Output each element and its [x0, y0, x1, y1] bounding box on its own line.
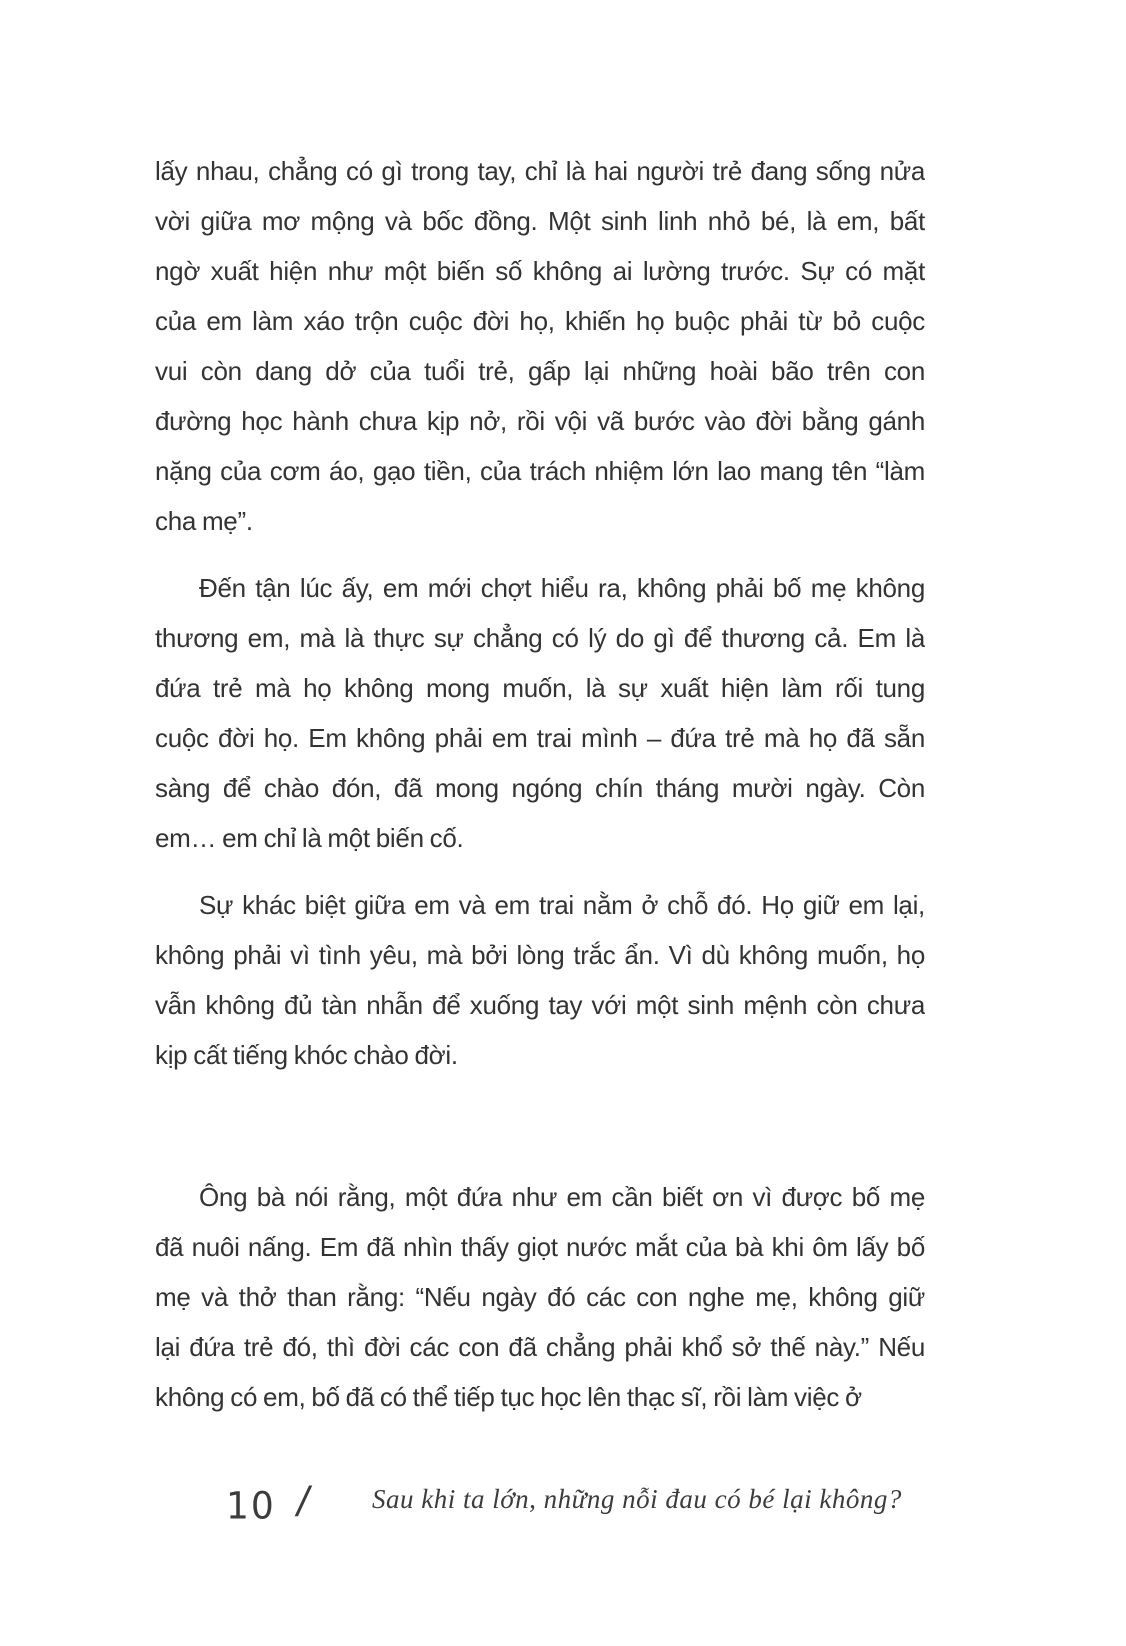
text-line: Sự khác biệt giữa em và em trai nằm ở chỗ đó. Họ giữ em lại, — [199, 890, 925, 920]
text-line: Ông bà nói rằng, một đứa như em cần biết ơn vì được bố mẹ — [199, 1182, 925, 1212]
page-footer — [0, 1472, 1126, 1542]
book-title: Sau khi ta lớn, những nỗi đau có bé lại không? — [372, 1484, 902, 1514]
text-line: đứa trẻ mà họ không mong muốn, là sự xuất hiện làm rối tung — [155, 673, 925, 703]
paragraph — [155, 146, 925, 546]
paragraph — [155, 563, 925, 863]
text-line: vời giữa mơ mộng và bốc đồng. Một sinh linh nhỏ bé, là em, bất — [155, 206, 925, 236]
text-line: của em làm xáo trộn cuộc đời họ, khiến họ buộc phải từ bỏ cuộc — [155, 306, 925, 336]
text-line: không có em, bố đã có thể tiếp tục học lên thạc sĩ, rồi làm việc ở — [155, 1382, 862, 1412]
text-line: nặng của cơm áo, gạo tiền, của trách nhiệm lớn lao mang tên “làm — [155, 456, 925, 486]
text-line: lấy nhau, chẳng có gì trong tay, chỉ là hai người trẻ đang sống nửa — [155, 156, 925, 186]
text-line: cha mẹ”. — [155, 506, 253, 536]
page-number: 10 — [226, 1484, 276, 1529]
text-line: đường học hành chưa kịp nở, rồi vội vã bước vào đời bằng gánh — [155, 406, 925, 436]
text-line: thương em, mà là thực sự chẳng có lý do gì để thương cả. Em là — [155, 623, 925, 653]
text-line: đã nuôi nấng. Em đã nhìn thấy giọt nước mắt của bà khi ôm lấy bố — [155, 1232, 925, 1262]
text-line: không phải vì tình yêu, mà bởi lòng trắc ẩn. Vì dù không muốn, họ — [155, 940, 925, 970]
text-line: em… em chỉ là một biến cố. — [155, 823, 464, 853]
text-line: mẹ và thở than rằng: “Nếu ngày đó các con nghe mẹ, không giữ — [155, 1282, 925, 1312]
text-line: kịp cất tiếng khóc chào đời. — [155, 1040, 458, 1070]
text-line: sàng để chào đón, đã mong ngóng chín tháng mười ngày. Còn — [155, 773, 925, 803]
text-line: lại đứa trẻ đó, thì đời các con đã chẳng phải khổ sở thế này.” Nếu — [155, 1332, 925, 1362]
text-line: ngờ xuất hiện như một biến số không ai lường trước. Sự có mặt — [155, 256, 925, 286]
text-line: Đến tận lúc ấy, em mới chợt hiểu ra, không phải bố mẹ không — [199, 573, 925, 603]
page-body — [155, 146, 925, 1422]
footer-separator: / — [297, 1478, 309, 1525]
paragraph — [155, 880, 925, 1080]
text-line: vẫn không đủ tàn nhẫn để xuống tay với một sinh mệnh còn chưa — [155, 990, 925, 1020]
paragraph — [155, 1172, 925, 1422]
text-line: cuộc đời họ. Em không phải em trai mình – đứa trẻ mà họ đã sẵn — [155, 723, 925, 753]
text-line: vui còn dang dở của tuổi trẻ, gấp lại những hoài bão trên con — [155, 356, 925, 386]
